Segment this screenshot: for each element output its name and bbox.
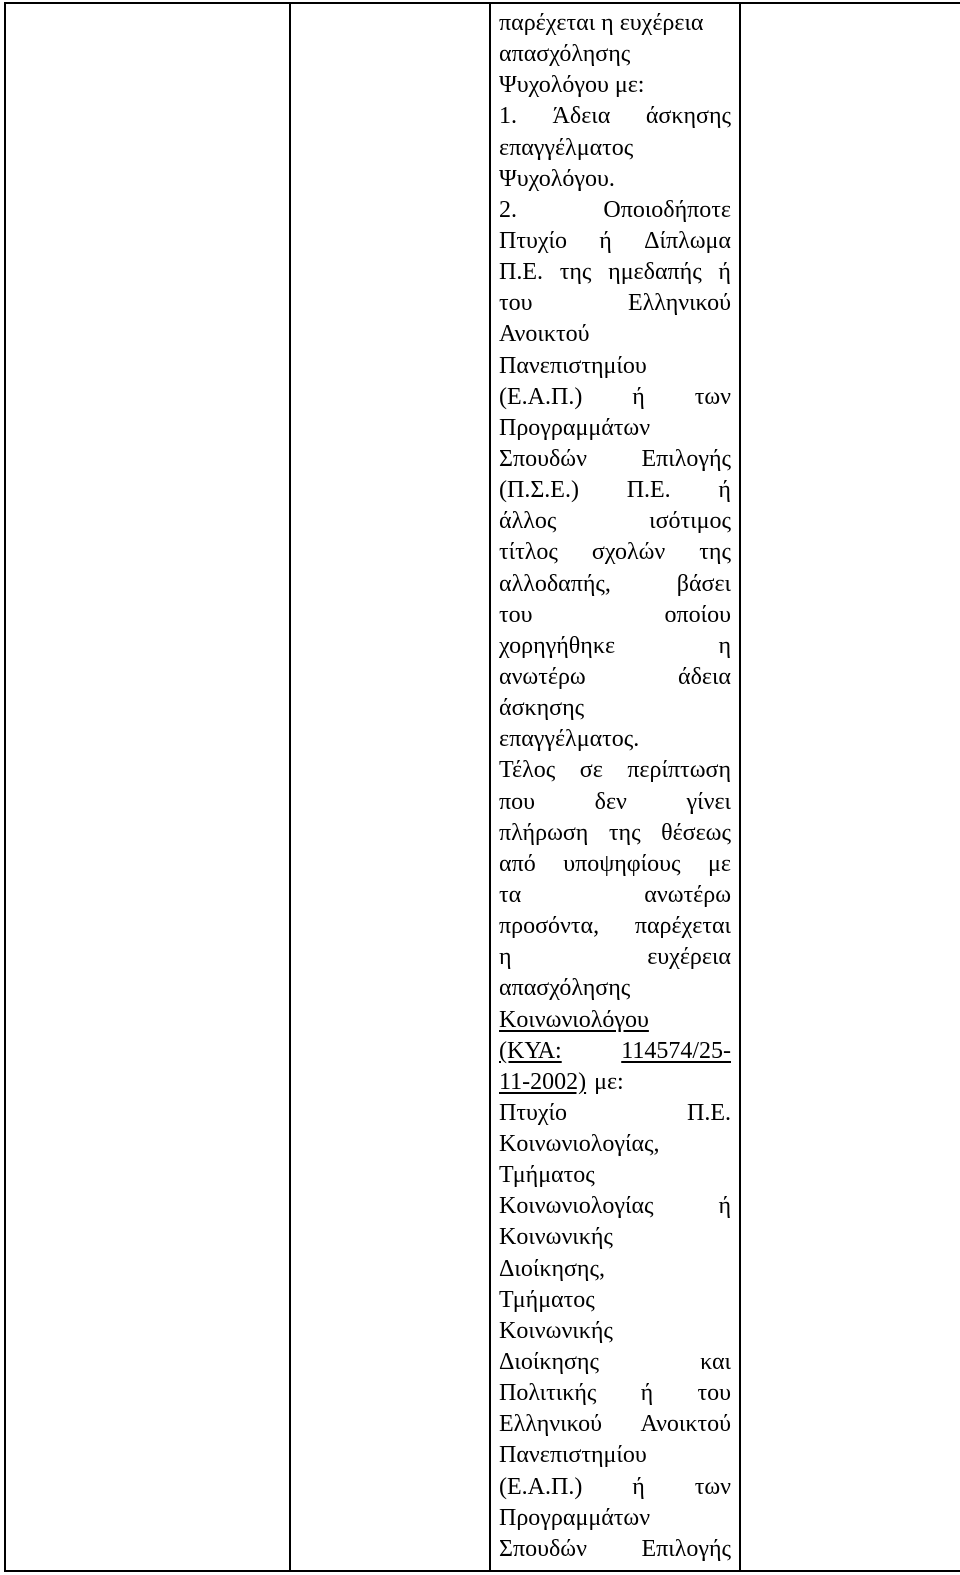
text-word: Κοινωνικής	[499, 1224, 613, 1251]
text-word: 1.	[499, 103, 517, 130]
text-line	[499, 755, 731, 786]
text-word: Διοίκησης	[499, 1349, 599, 1376]
text-line	[499, 880, 731, 911]
text-word: πλήρωση	[499, 819, 589, 846]
text-word: με	[708, 850, 731, 877]
table-row	[5, 3, 960, 1571]
text-word: Πανεπιστημίου	[499, 1442, 647, 1469]
text-line	[499, 444, 731, 475]
text-word: Π.Ε.	[499, 259, 543, 286]
text-line	[499, 101, 731, 132]
text-word: ευχέρεια	[647, 944, 731, 971]
text-word: Ελληνικού	[627, 290, 731, 317]
text-word: του	[499, 290, 533, 317]
text-word: βάσει	[676, 570, 731, 597]
text-word: σχολών	[591, 539, 666, 566]
text-line	[499, 1160, 731, 1191]
text-word: Άδεια	[552, 103, 611, 130]
text-line	[499, 1191, 731, 1222]
text-line	[499, 569, 731, 600]
text-line	[499, 1316, 731, 1347]
text-line	[499, 70, 731, 101]
text-word: ανωτέρω	[644, 881, 731, 908]
text-line	[499, 351, 731, 382]
text-word: γίνει	[686, 788, 731, 815]
text-line	[499, 39, 731, 70]
text-word: Σπουδών	[499, 1535, 587, 1562]
text-line	[499, 1347, 731, 1378]
text-word: ή	[599, 227, 612, 254]
cell-paragraph	[491, 4, 739, 1565]
text-word: υποψηφίους	[563, 850, 681, 877]
text-line	[499, 382, 731, 413]
text-word: Οποιοδήποτε	[603, 196, 731, 223]
text-word: με:	[594, 1068, 624, 1095]
text-line	[499, 1409, 731, 1440]
text-line	[499, 133, 731, 164]
text-word: χορηγήθηκε	[499, 632, 616, 659]
text-line	[499, 1036, 731, 1067]
text-word: ή	[632, 1473, 645, 1500]
text-line	[499, 164, 731, 195]
text-cell	[490, 3, 740, 1571]
text-word: ή	[718, 259, 731, 286]
document-table	[4, 2, 960, 1572]
text-word: άλλος	[499, 508, 557, 535]
text-line	[499, 600, 731, 631]
text-line	[499, 8, 731, 39]
text-word: Επιλογής	[641, 445, 731, 472]
text-word: επαγγέλματος	[499, 134, 634, 161]
text-line	[499, 319, 731, 350]
text-word: που	[499, 788, 535, 815]
text-word: Πολιτικής	[499, 1380, 597, 1407]
text-line	[499, 724, 731, 755]
text-word: Πανεπιστημίου	[499, 352, 647, 379]
text-word: (Π.Σ.Ε.)	[499, 477, 579, 504]
text-line	[499, 1222, 731, 1253]
text-line	[499, 288, 731, 319]
text-line	[499, 1285, 731, 1316]
text-word: 2.	[499, 196, 517, 223]
text-line	[499, 475, 731, 506]
text-word: ή	[632, 383, 645, 410]
text-word: προσόντα,	[499, 913, 600, 940]
text-word: από	[499, 850, 536, 877]
text-word: σε	[579, 757, 603, 784]
text-line	[499, 506, 731, 537]
text-line	[499, 631, 731, 662]
text-word: της	[699, 539, 731, 566]
text-word: οποίου	[664, 601, 731, 628]
empty-cell-4	[740, 3, 960, 1571]
text-word: Τέλος	[499, 757, 556, 784]
text-word: η	[718, 632, 731, 659]
text-word: (ΚΥΑ:	[499, 1037, 562, 1064]
text-line	[499, 1503, 731, 1534]
text-word: και	[700, 1349, 731, 1376]
text-word: ημεδαπής	[608, 259, 702, 286]
text-word: ισότιμος	[649, 508, 731, 535]
text-word: της	[559, 259, 592, 286]
text-word: Πτυχίο	[499, 1099, 567, 1126]
text-word: Π.Ε.	[626, 477, 671, 504]
text-word: Τμήματος	[499, 1162, 595, 1189]
text-word: 114574/25-	[621, 1037, 731, 1064]
text-word: ή	[718, 1193, 731, 1220]
text-word: περίπτωση	[627, 757, 731, 784]
text-word: Τμήματος	[499, 1286, 595, 1313]
text-word: Προγραμμάτων	[499, 1504, 651, 1531]
text-line	[499, 787, 731, 818]
text-word: Ψυχολόγου.	[499, 165, 615, 192]
text-word: Ελληνικού	[499, 1411, 603, 1438]
text-line	[499, 413, 731, 444]
text-word: παρέχεται	[634, 913, 731, 940]
text-line	[499, 537, 731, 568]
text-line	[499, 1440, 731, 1471]
text-word: (Ε.Α.Π.)	[499, 383, 583, 410]
text-line	[499, 1005, 731, 1036]
text-line	[499, 849, 731, 880]
text-line	[499, 1534, 731, 1565]
text-word: Ψυχολόγου με:	[499, 72, 645, 99]
text-word: δεν	[594, 788, 627, 815]
text-line	[499, 195, 731, 226]
text-word: Π.Ε.	[687, 1099, 731, 1126]
text-line	[499, 942, 731, 973]
text-word: η	[499, 944, 512, 971]
text-word: αλλοδαπής,	[499, 570, 611, 597]
empty-cell-1	[5, 3, 290, 1571]
text-word: Κοινωνιολογίας	[499, 1193, 654, 1220]
text-word: των	[694, 1473, 731, 1500]
text-line	[499, 1067, 731, 1098]
text-word: του	[499, 601, 533, 628]
text-line	[499, 818, 731, 849]
text-word: άσκησης	[499, 695, 585, 722]
text-word: Κοινωνιολογίας,	[499, 1131, 660, 1158]
text-word: του	[697, 1380, 731, 1407]
text-word: Ανοικτού	[499, 321, 590, 348]
text-word: άδεια	[678, 663, 731, 690]
text-word: (Ε.Α.Π.)	[499, 1473, 583, 1500]
text-line	[499, 911, 731, 942]
text-word: Προγραμμάτων	[499, 414, 651, 441]
text-line	[499, 662, 731, 693]
text-line	[499, 973, 731, 1004]
text-word: επαγγέλματος.	[499, 726, 640, 753]
text-word: Πτυχίο	[499, 227, 567, 254]
text-word: Διοίκησης,	[499, 1255, 605, 1282]
text-word: της	[608, 819, 641, 846]
text-word: Κοινωνικής	[499, 1317, 613, 1344]
text-word: ή	[718, 477, 731, 504]
text-word: τίτλος	[499, 539, 558, 566]
text-line	[499, 693, 731, 724]
text-line	[499, 1098, 731, 1129]
empty-cell-2	[290, 3, 490, 1571]
text-line	[499, 257, 731, 288]
text-line	[499, 1378, 731, 1409]
text-word: των	[694, 383, 731, 410]
text-word: παρέχεται η ευχέρεια	[499, 10, 704, 36]
text-word: Ανοικτού	[640, 1411, 731, 1438]
text-word: Σπουδών	[499, 445, 587, 472]
text-line	[499, 1129, 731, 1160]
text-word: Κοινωνιολόγου	[499, 1006, 649, 1033]
text-line	[499, 1472, 731, 1503]
text-word: Επιλογής	[641, 1535, 731, 1562]
text-word: απασχόλησης	[499, 975, 631, 1002]
text-word: ανωτέρω	[499, 663, 586, 690]
text-word: άσκησης	[645, 103, 731, 130]
text-word: θέσεως	[661, 819, 731, 846]
text-word: απασχόλησης	[499, 41, 631, 68]
text-word: τα	[499, 881, 522, 908]
text-word: 11-2002)	[499, 1068, 587, 1095]
text-line	[499, 1254, 731, 1285]
text-word: ή	[640, 1380, 654, 1407]
text-word: Δίπλωμα	[644, 227, 731, 254]
text-line	[499, 226, 731, 257]
